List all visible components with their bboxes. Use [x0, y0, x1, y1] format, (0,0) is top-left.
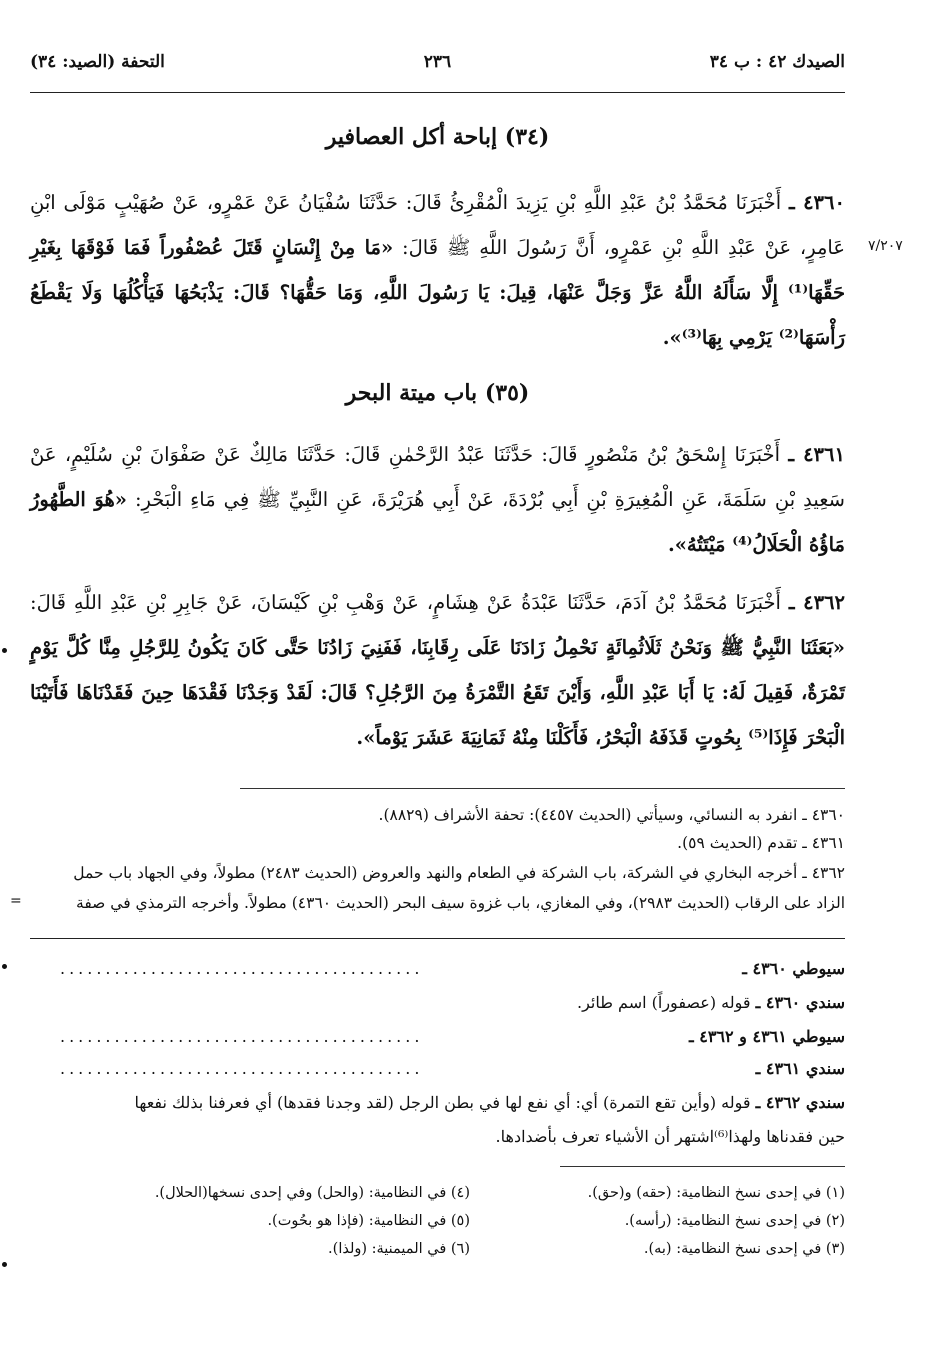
hadith-isnad: أَخْبَرَنَا مُحَمَّدُ بْنُ عَبْدِ اللَّهِ بْنِ يَزِيدَ الْمُقْرِئُ قَالَ: حَدَّثَنَا سُفْيَانُ عَنْ عَمْرٍو، عَنْ صُهَيْبٍ مَوْلَى ابْنِ عَامِرٍ، عَنْ عَبْدِ اللَّهِ بْنِ عَمْرٍو، أَنَّ رَسُولَ اللَّهِ ﷺ قَالَ: [30, 191, 845, 259]
hadith-isnad: أَخْبَرَنَا مُحَمَّدُ بْنُ آدَمَ، حَدَّثَنَا عَبْدَةُ عَنْ هِشَامٍ، عَنْ وَهْبِ بْنِ كَيْسَانَ، عَنْ جَابِرِ بْنِ عَبْدِ اللَّهِ قَالَ: [30, 591, 781, 614]
hadith-number: ٤٣٦١ ـ [788, 443, 845, 466]
commentary-label: سيوطي ٤٣٦١ و ٤٣٦٢ ـ [688, 1027, 845, 1046]
note-4: (٤) في النظامية: (والحل) وفي إحدى نسخها(الحلال). [154, 1185, 470, 1201]
page [30, 0, 845, 1354]
hadith-4360 [30, 180, 845, 365]
commentary-sindi-4361 [30, 1052, 845, 1086]
scan-speck [2, 1262, 7, 1267]
scan-speck [2, 964, 7, 969]
header-tuhfa-reference: التحفة (الصيد: ٣٤) [30, 52, 165, 72]
notes-rule [560, 1166, 845, 1167]
hadith-4361 [30, 432, 845, 572]
hadith-number: ٤٣٦٢ ـ [788, 591, 845, 614]
note-6: (٦) في الميمنية: (ولذا). [328, 1241, 470, 1257]
hadith-matn: «هُوَ الطَّهُورُ مَاؤُهُ الْحَلَالُ⁽⁴⁾ مَيْتَتُهُ». [30, 488, 845, 556]
commentary-sindi-4360 [30, 986, 845, 1020]
takhrij-4362-line1: ٤٣٦٢ ـ أخرجه البخاري في الشركة، باب الشركة في الطعام والنهد والعروض (الحديث ٢٤٨٣) مطولاً، وفي الجهاد باب حمل [73, 864, 845, 882]
chapter-35-title: (٣٥) باب ميتة البحر [345, 380, 530, 406]
ellipsis-dots: ........................................ [60, 1027, 424, 1046]
takhrij-4360: ٤٣٦٠ ـ انفرد به النسائي، وسيأتي (الحديث ٤٤٥٧): تحفة الأشراف (٨٨٢٩). [378, 806, 845, 824]
commentary-label: سندي ٤٣٦٢ ـ [755, 1093, 845, 1112]
hadith-isnad: أَخْبَرَنَا إِسْحَقُ بْنُ مَنْصُورٍ قَالَ: حَدَّثَنَا عَبْدُ الرَّحْمٰنِ قَالَ: حَدَّثَنَا مَالِكٌ عَنْ صَفْوَانَ بْنِ سُلَيْمٍ، عَنْ سَعِيدِ بْنِ سَلَمَةَ، عَنِ الْمُغِيرَةِ بْنِ أَبِي بُرْدَةَ، عَنْ أَبِي هُرَيْرَةَ، عَنِ النَّبِيِّ ﷺ فِي مَاءِ الْبَحْرِ: [30, 443, 845, 511]
commentary-suyuti-4360 [30, 952, 845, 986]
note-3: (٣) في إحدى نسخ النظامية: (به). [643, 1241, 845, 1257]
commentary-text: قوله (وأين تقع التمرة) أي: أي نفع لها في بطن الرجل (لقد وجدنا فقدها) أي فعرفنا بذلك نفعها [134, 1093, 751, 1112]
hadith-matn: «مَا مِنْ إِنْسَانٍ قَتَلَ عُصْفُوراً فَمَا فَوْقَهَا بِغَيْرِ حَقِّهَا⁽¹⁾ إِلَّا سَأَلَهُ اللَّهُ عَزَّ وَجَلَّ عَنْهَا، قِيلَ: يَا رَسُولَ اللَّهِ، وَمَا حَقُّهَا؟ قَالَ: يَذْبَحُهَا فَيَأْكُلُهَا وَلَا يَقْطَعُ رَأْسَهَا⁽²⁾ يَرْمِي بِهَا⁽³⁾». [30, 236, 845, 349]
hadith-matn: «بَعَثَنَا النَّبِيُّ ﷺ وَنَحْنُ ثَلَاثُمِائَةٍ نَحْمِلُ زَادَنَا عَلَى رِقَابِنَا، فَفَنِيَ زَادُنَا حَتَّى كَانَ يَكُونُ لِلرَّجُلِ مِنَّا كُلَّ يَوْمٍ تَمْرَةٌ، فَقِيلَ لَهُ: يَا أَبَا عَبْدِ اللَّهِ، وَأَيْنَ تَقَعُ التَّمْرَةُ مِنَ الرَّجُلِ؟ قَالَ: لَقَدْ وَجَدْنَا فَقْدَهَا حِينَ فَقَدْنَاهَا فَأَتَيْنَا الْبَحْرَ فَإِذَا⁽⁵⁾ بِحُوتٍ قَذَفَهُ الْبَحْرُ، فَأَكَلْنَا مِنْهُ ثَمَانِيَةَ عَشَرَ يَوْماً». [30, 636, 845, 749]
chapter-34-title: (٣٤) إباحة أكل العصافير [325, 124, 550, 150]
header-rule [30, 92, 845, 93]
continuation-mark: = [10, 893, 22, 909]
takhrij-4361: ٤٣٦١ ـ تقدم (الحديث ٥٩). [677, 834, 845, 852]
page-number: ٢٣٦ [423, 52, 452, 72]
scan-speck [2, 648, 7, 653]
running-header [30, 52, 845, 82]
takhrij-4362-line2: الزاد على الرقاب (الحديث ٢٩٨٣)، وفي المغازي، باب غزوة سيف البحر (الحديث ٤٣٦٠) مطولاً. وأخرجه الترمذي في صفة [76, 894, 845, 912]
commentary-sindi-4362 [30, 1086, 845, 1120]
commentary-rule [30, 938, 845, 939]
commentary-suyuti-4361-4362 [30, 1020, 845, 1054]
takhrij-rule [240, 788, 845, 789]
commentary-label: سندي ٤٣٦١ ـ [755, 1059, 845, 1078]
ellipsis-dots: ........................................ [60, 1059, 424, 1078]
margin-volume-page-ref: ٧/٢٠٧ [868, 238, 903, 254]
commentary-text: قوله (عصفوراً) اسم طائر. [576, 993, 751, 1012]
commentary-label: سيوطي ٤٣٦٠ ـ [742, 959, 845, 978]
header-reference: الصيدك ٤٢ : ب ٣٤ [709, 52, 845, 72]
hadith-number: ٤٣٦٠ ـ [788, 191, 845, 214]
ellipsis-dots: ........................................ [60, 959, 424, 978]
hadith-4362 [30, 580, 845, 770]
note-5: (٥) في النظامية: (فإذا هو بحُوت). [267, 1213, 470, 1229]
commentary-label: سندي ٤٣٦٠ ـ [755, 993, 845, 1012]
commentary-sindi-4362-cont: حين فقدناها ولهذا⁽⁶⁾اشتهر أن الأشياء تعرف بأضدادها. [495, 1127, 845, 1146]
note-1: (١) في إحدى نسخ النظامية: (حقه) و(حق). [587, 1185, 845, 1201]
note-2: (٢) في إحدى نسخ النظامية: (رأسه). [624, 1213, 845, 1229]
